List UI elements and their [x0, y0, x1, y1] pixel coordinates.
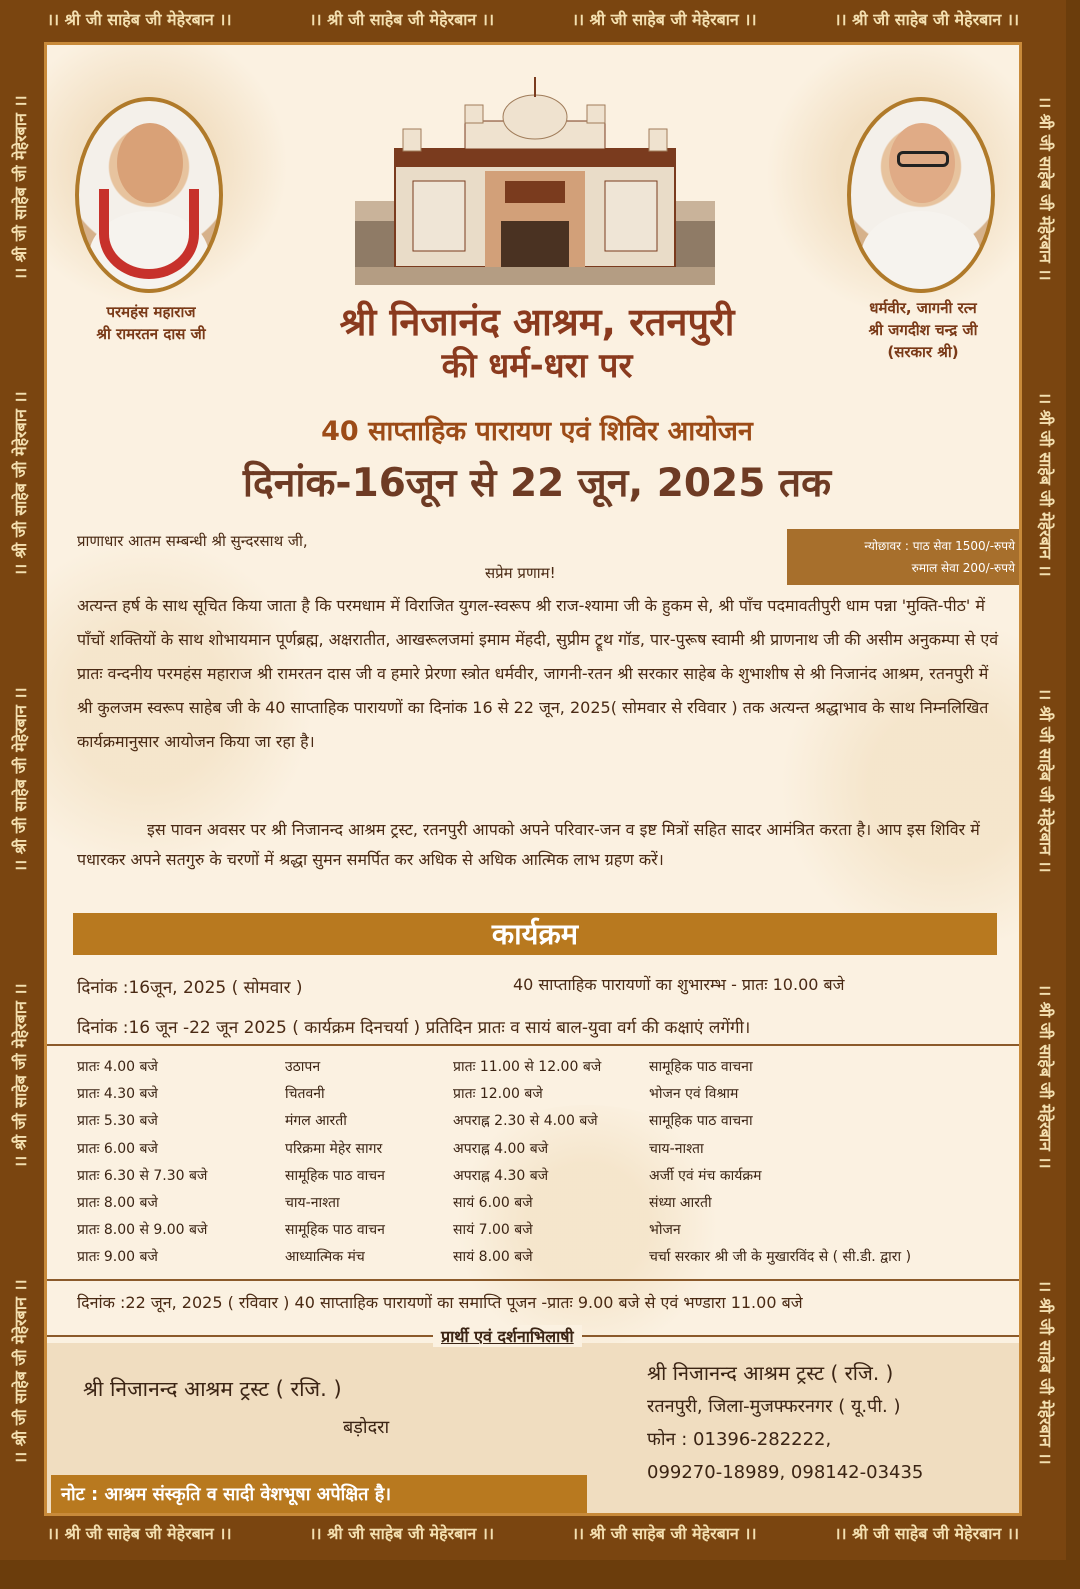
offering-rumal-seva: रुमाल सेवा 200/-रुपये — [911, 561, 1015, 575]
schedule-time: प्रातः 8.00 से 9.00 बजे — [77, 1222, 208, 1239]
guru-right-caption — [825, 297, 1021, 363]
schedule-time: सायं 8.00 बजे — [453, 1249, 533, 1266]
schedule-time: सायं 6.00 बजे — [453, 1195, 533, 1212]
schedule-activity: सामूहिक पाठ वाचन — [285, 1222, 385, 1239]
schedule-activity: सामूहिक पाठ वाचना — [649, 1059, 753, 1076]
dress-code-note: नोट : आश्रम संस्कृति व सादी वेशभूषा अपेक्षित है। — [51, 1475, 587, 1515]
border-text: ।। श्री जी साहेब जी मेहेरबान ।। — [1036, 983, 1055, 1169]
border-text: ।। श्री जी साहेब जी मेहेरबान ।। — [11, 391, 30, 577]
border-text: ।। श्री जी साहेब जी मेहेरबान ।। — [1036, 391, 1055, 577]
event-title: 40 साप्ताहिक पारायण एवं शिविर आयोजन — [321, 416, 753, 447]
schedule-time: अपराह्न 4.00 बजे — [453, 1140, 549, 1157]
schedule-row — [77, 1243, 1017, 1270]
org-right-phone: फोन : 01396-282222, — [647, 1429, 832, 1450]
program-daily-line: दिनांक :16 जून -22 जून 2025 ( कार्यक्रम दिनचर्या ) प्रतिदिन प्रातः व सायं बाल-युवा वर्ग की कक्षाएं लगेंगी। — [77, 1018, 751, 1038]
guru-right-line3: (सरकार श्री) — [887, 343, 959, 361]
pranam-text: सप्रेम प्रणाम! — [485, 564, 556, 582]
offering-path-seva: न्योछावर : पाठ सेवा 1500/-रुपये — [864, 539, 1015, 553]
schedule-activity: उठापन — [285, 1059, 321, 1076]
org-left-city: बड़ोदरा — [343, 1417, 390, 1438]
border-text: ।। श्री जी साहेब जी मेहेरबान ।। — [11, 983, 30, 1169]
announcement-paragraph: अत्यन्त हर्ष के साथ सूचित किया जाता है कि परमधाम में विराजित युगल-स्वरूप श्री राज-श्यामा जी के हुकम से, श्री पाँच पदमावतीपुरी धाम पन्ना 'मुक्ति-पीठ' में पाँचों शक्तियों के साथ शोभायमान पूर्णब्रह्म, अक्षरातीत, आखरूलजमां इमाम मेंहदी, सुप्रीम ट्रूथ गॉड, पार-पुरूष स्वामी श्री प्राणनाथ जी की असीम अनुकम्पा से एवं प्रातः वन्दनीय परमहंस महाराज श्री रामरतन दास जी व हमारे प्रेरणा स्त्रोत धर्मवीर, जागनी-रतन श्री सरकार साहेब के शुभाशीष से श्री निजानंद आश्रम, रतनपुरी में श्री कुलजम स्वरूप साहेब जी के 40 साप्ताहिक पारायणों का दिनांक 16 से 22 जून, 2025( सोमवार से रविवार ) तक अत्यन्त श्रद्धाभाव के साथ निम्नलिखित कार्यक्रमानुसार आयोजन किया जा रहा है। — [77, 596, 999, 751]
border-right — [1028, 40, 1062, 1520]
schedule-activity: भोजन — [649, 1222, 681, 1239]
event-dates: दिनांक-16जून से 22 जून, 2025 तक — [242, 461, 832, 506]
schedule-time: प्रातः 4.00 बजे — [77, 1059, 158, 1076]
schedule-time: प्रातः 11.00 से 12.00 बजे — [453, 1059, 602, 1076]
guru-left-line1: परमहंस महाराज — [106, 303, 196, 321]
schedule-time: प्रातः 4.30 बजे — [77, 1086, 158, 1103]
border-text: ।। श्री जी साहेब जी मेहेरबान ।। — [834, 1524, 1020, 1543]
schedule-activity: संध्या आरती — [649, 1195, 712, 1212]
border-left — [4, 40, 38, 1520]
schedule-row — [77, 1189, 1017, 1216]
guru-right-line2: श्री जगदीश चन्द्र जी — [868, 321, 978, 339]
border-text: ।। श्री जी साहेब जी मेहेरबान ।। — [11, 687, 30, 873]
border-text: ।। श्री जी साहेब जी मेहेरबान ।। — [1036, 687, 1055, 873]
schedule-activity: चितवनी — [285, 1086, 325, 1103]
schedule-time: अपराह्न 2.30 से 4.00 बजे — [453, 1113, 598, 1130]
org-right-name: श्री निजानन्द आश्रम ट्रस्ट ( रजि. ) — [647, 1361, 894, 1385]
schedule-time: प्रातः 6.00 बजे — [77, 1140, 158, 1157]
schedule-time: प्रातः 9.00 बजे — [77, 1249, 158, 1266]
offering-box — [787, 529, 1022, 585]
org-right-block — [647, 1357, 923, 1489]
poster-content — [44, 42, 1022, 1516]
schedule-row — [77, 1216, 1017, 1243]
schedule-activity: चाय-नाश्ता — [649, 1140, 704, 1157]
daily-schedule — [77, 1053, 1017, 1271]
divider — [47, 1279, 1022, 1281]
schedule-time: सायं 7.00 बजे — [453, 1222, 533, 1239]
org-right-mobiles: 099270-18989, 098142-03435 — [647, 1462, 924, 1483]
schedule-activity: आध्यात्मिक मंच — [285, 1249, 365, 1266]
schedule-activity: चाय-नाश्ता — [285, 1195, 340, 1212]
schedule-activity: चर्चा सरकार श्री जी के मुखारविंद से ( सी.डी. द्वारा ) — [649, 1249, 912, 1266]
ashram-title: श्री निजानंद आश्रम, रतनपुरी — [339, 300, 735, 344]
border-text: ।। श्री जी साहेब जी मेहेरबान ।। — [1036, 95, 1055, 281]
guru-left-line2: श्री रामरतन दास जी — [96, 325, 206, 343]
ashram-subtitle: की धर्म-धरा पर — [441, 346, 633, 386]
schedule-activity: मंगल आरती — [285, 1113, 347, 1130]
schedule-time: प्रातः 6.30 से 7.30 बजे — [77, 1167, 208, 1184]
schedule-activity: सामूहिक पाठ वाचना — [649, 1113, 753, 1130]
schedule-time: प्रातः 8.00 बजे — [77, 1195, 158, 1212]
ashram-building-image — [355, 71, 715, 285]
border-bottom — [8, 1520, 1058, 1546]
schedule-row — [77, 1107, 1017, 1134]
schedule-time: अपराह्न 4.30 बजे — [453, 1167, 549, 1184]
schedule-row — [77, 1135, 1017, 1162]
guru-left-portrait — [75, 97, 223, 293]
border-text: ।। श्री जी साहेब जी मेहेरबान ।। — [1036, 1279, 1055, 1465]
border-text: ।। श्री जी साहेब जी मेहेरबान ।। — [571, 1524, 757, 1543]
border-text: ।। श्री जी साहेब जी मेहेरबान ।। — [11, 95, 30, 281]
border-top — [8, 6, 1058, 32]
schedule-activity: अर्जी एवं मंच कार्यक्रम — [649, 1167, 762, 1184]
program-start-event: 40 साप्ताहिक पारायणों का शुभारम्भ - प्रातः 10.00 बजे — [513, 975, 845, 994]
guru-right-portrait — [847, 97, 995, 293]
border-text: ।। श्री जी साहेब जी मेहेरबान ।। — [571, 10, 757, 29]
closing-ceremony: दिनांक :22 जून, 2025 ( रविवार ) 40 साप्ताहिक पारायणों का समाप्ति पूजन -प्रातः 9.00 बजे से एवं भण्डारा 11.00 बजे — [77, 1293, 803, 1312]
guru-left-caption — [53, 301, 249, 345]
org-left-name: श्री निजानन्द आश्रम ट्रस्ट ( रजि. ) — [83, 1377, 342, 1401]
invitation-paragraph: इस पावन अवसर पर श्री निजानन्द आश्रम ट्रस्ट, रतनपुरी आपको अपने परिवार-जन व इष्ट मित्रों सहित सादर आमंत्रित करता है। आप इस शिविर में पधारकर अपने सतगुरु के चरणों में श्रद्धा सुमन समर्पित कर अधिक से अधिक आत्मिक लाभ ग्रहण करें। — [77, 820, 980, 869]
invite-label: प्रार्थी एवं दर्शनाभिलाषी — [433, 1325, 582, 1347]
guru-right-line1: धर्मवीर, जागनी रत्न — [869, 299, 977, 317]
border-text: ।। श्री जी साहेब जी मेहेरबान ।। — [309, 10, 495, 29]
salutation: प्राणाधार आतम सम्बन्धी श्री सुन्दरसाथ जी, — [77, 532, 308, 550]
border-text: ।। श्री जी साहेब जी मेहेरबान ।। — [309, 1524, 495, 1543]
org-right-address: रतनपुरी, जिला-मुजफ्फरनगर ( यू.पी. ) — [647, 1396, 901, 1417]
border-text: ।। श्री जी साहेब जी मेहेरबान ।। — [11, 1279, 30, 1465]
schedule-time: प्रातः 12.00 बजे — [453, 1086, 543, 1103]
schedule-activity: भोजन एवं विश्राम — [649, 1086, 739, 1103]
schedule-time: प्रातः 5.30 बजे — [77, 1113, 158, 1130]
schedule-activity: सामूहिक पाठ वाचन — [285, 1167, 385, 1184]
schedule-activity: परिक्रमा मेहेर सागर — [285, 1140, 383, 1157]
border-text: ।। श्री जी साहेब जी मेहेरबान ।। — [46, 10, 232, 29]
schedule-row — [77, 1162, 1017, 1189]
schedule-row — [77, 1080, 1017, 1107]
schedule-row — [77, 1053, 1017, 1080]
program-start-date: दिनांक :16जून, 2025 ( सोमवार ) — [77, 978, 303, 998]
divider — [47, 1044, 1022, 1046]
border-text: ।। श्री जी साहेब जी मेहेरबान ।। — [834, 10, 1020, 29]
border-text: ।। श्री जी साहेब जी मेहेरबान ।। — [46, 1524, 232, 1543]
program-heading: कार्यक्रम — [73, 913, 997, 955]
